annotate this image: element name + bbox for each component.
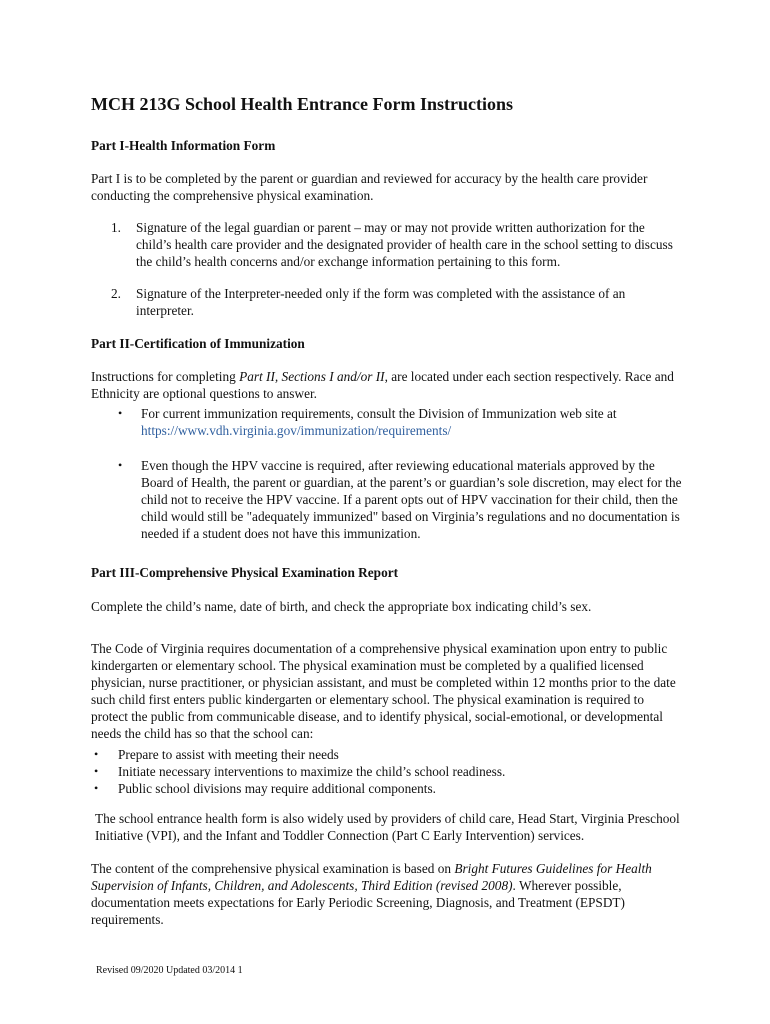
document-title: MCH 213G School Health Entrance Form Instructions <box>91 94 513 114</box>
immunization-link[interactable]: https://www.vdh.virginia.gov/immunization/requirements/ <box>141 423 452 438</box>
list-item: For current immunization requirements, consult the Division of Immunization web site at https://www.vdh.virginia.gov/immunization/requirements/ <box>141 406 617 438</box>
list-item: Signature of the Interpreter-needed only if the form was completed with the assistance of an interpreter. <box>136 286 626 318</box>
list-item: Prepare to assist with meeting their needs <box>118 747 339 762</box>
list-number: 1. <box>111 220 121 235</box>
list-item: Initiate necessary interventions to maximize the child’s school readiness. <box>118 764 506 779</box>
list-item: Even though the HPV vaccine is required, after reviewing educational materials approved by the Board of Health, the parent or guardian, at the parent’s or guardian’s sole discretion, may elect for the child not to receive the HPV vaccine. If a parent opts out of HPV vaccination for their child, then the child would still be "adequately immunized" based on Virginia’s regulations and no documentation is needed if a student does not have this immunization. <box>141 458 682 541</box>
part1-intro: Part I is to be completed by the parent or guardian and reviewed for accuracy by the health care provider conducting the comprehensive physical examination. <box>91 171 648 203</box>
page-footer: Revised 09/2020 Updated 03/2014 1 <box>96 965 243 976</box>
part3-paragraph: The Code of Virginia requires documentation of a comprehensive physical examination upon entry to public kindergarten or elementary school. The physical examination must be completed by a qualified licensed physician, nurse practitioner, or physician assistant, and must be completed within 12 months prior to the date such child first enters public kindergarten or elementary school. The physical examination is required to protect the public from communicable disease, and to identify physical, social-emotional, or developmental needs the child has so that the school can: <box>91 641 676 741</box>
bullet-icon: • <box>118 406 123 420</box>
part2-heading: Part II-Certification of Immunization <box>91 336 305 351</box>
part1-heading: Part I-Health Information Form <box>91 138 276 153</box>
bullet-icon: • <box>94 747 99 761</box>
bullet-icon: • <box>118 458 123 472</box>
part3-paragraph: The school entrance health form is also widely used by providers of child care, Head Start, Virginia Preschool Initiative (VPI), and the Infant and Toddler Connection (Part C Early Intervention) services. <box>95 811 680 843</box>
list-item: Signature of the legal guardian or parent – may or may not provide written authorization for the child’s health care provider and the designated provider of health care in the school setting to discuss the child’s health concerns and/or exchange information pertaining to this form. <box>136 220 673 269</box>
part3-paragraph: The content of the comprehensive physical examination is based on Bright Futures Guidelines for Health Supervision of Infants, Children, and Adolescents, Third Edition (revised 2008). Wherever possible, documentation meets expectations for Early Periodic Screening, Diagnosis, and Treatment (EPSDT) requirements. <box>91 861 652 927</box>
part3-paragraph: Complete the child’s name, date of birth, and check the appropriate box indicating child’s sex. <box>91 599 592 614</box>
bullet-icon: • <box>94 764 99 778</box>
list-number: 2. <box>111 286 121 301</box>
bullet-icon: • <box>94 781 99 795</box>
list-item: Public school divisions may require additional components. <box>118 781 436 796</box>
part2-intro: Instructions for completing Part II, Sections I and/or II, are located under each section respectively. Race and Ethnicity are optional questions to answer. <box>91 369 674 401</box>
part3-heading: Part III-Comprehensive Physical Examination Report <box>91 565 399 580</box>
